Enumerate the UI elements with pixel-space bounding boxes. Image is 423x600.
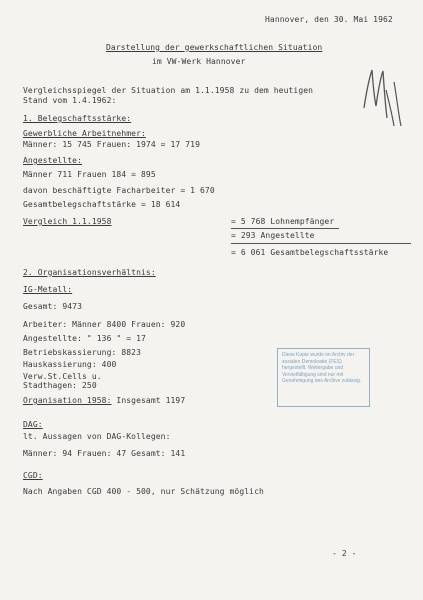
row-betriebskassierung: Betriebskassierung: 8823 <box>23 348 141 357</box>
dag-line: lt. Aussagen von DAG-Kollegen: <box>23 432 171 441</box>
gewerbliche-heading: Gewerbliche Arbeitnehmer: <box>23 129 146 138</box>
row-arbeiter: Arbeiter: Männer 8400 Frauen: 920 <box>23 320 186 329</box>
vergleich-rule-2 <box>231 243 411 244</box>
intro-line-2: Stand vom 1.4.1962: <box>23 96 117 105</box>
cgd-line: Nach Angaben CGD 400 - 500, nur Schätzung möglich <box>23 487 264 496</box>
igmetall-heading: IG-Metall: <box>23 285 73 294</box>
vergleich-rule-1 <box>231 228 339 229</box>
title-line-1: Darstellung der gewerkschaftlichen Situation <box>106 43 323 52</box>
organisation-1958-label: Organisation 1958: <box>23 396 112 405</box>
row-verw-2: Stadthagen: 250 <box>23 381 97 390</box>
row-angestellte: Männer 711 Frauen 184 = 895 <box>23 170 156 179</box>
intro-line-1: Vergleichsspiegel der Situation am 1.1.1958 zu dem heutigen <box>23 86 314 95</box>
cgd-heading: CGD: <box>23 471 43 480</box>
dag-values: Männer: 94 Frauen: 47 Gesamt: 141 <box>23 449 186 458</box>
row-hauskassierung: Hauskassierung: 400 <box>23 360 117 369</box>
row-gesamtbelegschaft: Gesamtbelegschaftstärke = 18 614 <box>23 200 181 209</box>
section-2-heading: 2. Organisationsverhältnis: <box>23 268 156 277</box>
dag-heading: DAG: <box>23 420 43 429</box>
row-verw-1: Verw.St.Cells u. <box>23 372 102 381</box>
vergleich-line-2: = 293 Angestellte <box>231 231 315 240</box>
place-date: Hannover, den 30. Mai 1962 <box>265 15 393 24</box>
organisation-1958-value: Insgesamt 1197 <box>111 396 186 405</box>
vergleich-line-3: = 6 061 Gesamtbelegschaftsstärke <box>231 248 389 257</box>
row-organisation-1958 <box>23 396 185 406</box>
vergleich-line-1: = 5 768 Lohnempfänger <box>231 217 335 226</box>
handwritten-annotation <box>361 62 405 132</box>
angestellte-heading: Angestellte: <box>23 156 82 165</box>
row-gesamt: Gesamt: 9473 <box>23 302 82 311</box>
archive-stamp: Diese Kopie wurde im Archiv der sozialen Demokratie (FES) hergestellt. Weitergabe und Vervielfältigung sind nur mit Genehmigung des Archivs zulässig. <box>277 348 370 407</box>
page-number: - 2 - <box>332 549 357 558</box>
vergleich-label: Vergleich 1.1.1958 <box>23 217 112 226</box>
section-1-heading: 1. Belegschaftsstärke: <box>23 114 132 123</box>
row-facharbeiter: davon beschäftigte Facharbeiter = 1 670 <box>23 186 215 195</box>
row-angestellte-igm: Angestellte: " 136 " = 17 <box>23 334 146 343</box>
row-gewerbliche: Männer: 15 745 Frauen: 1974 = 17 719 <box>23 140 200 149</box>
title-line-2: im VW-Werk Hannover <box>152 57 246 66</box>
